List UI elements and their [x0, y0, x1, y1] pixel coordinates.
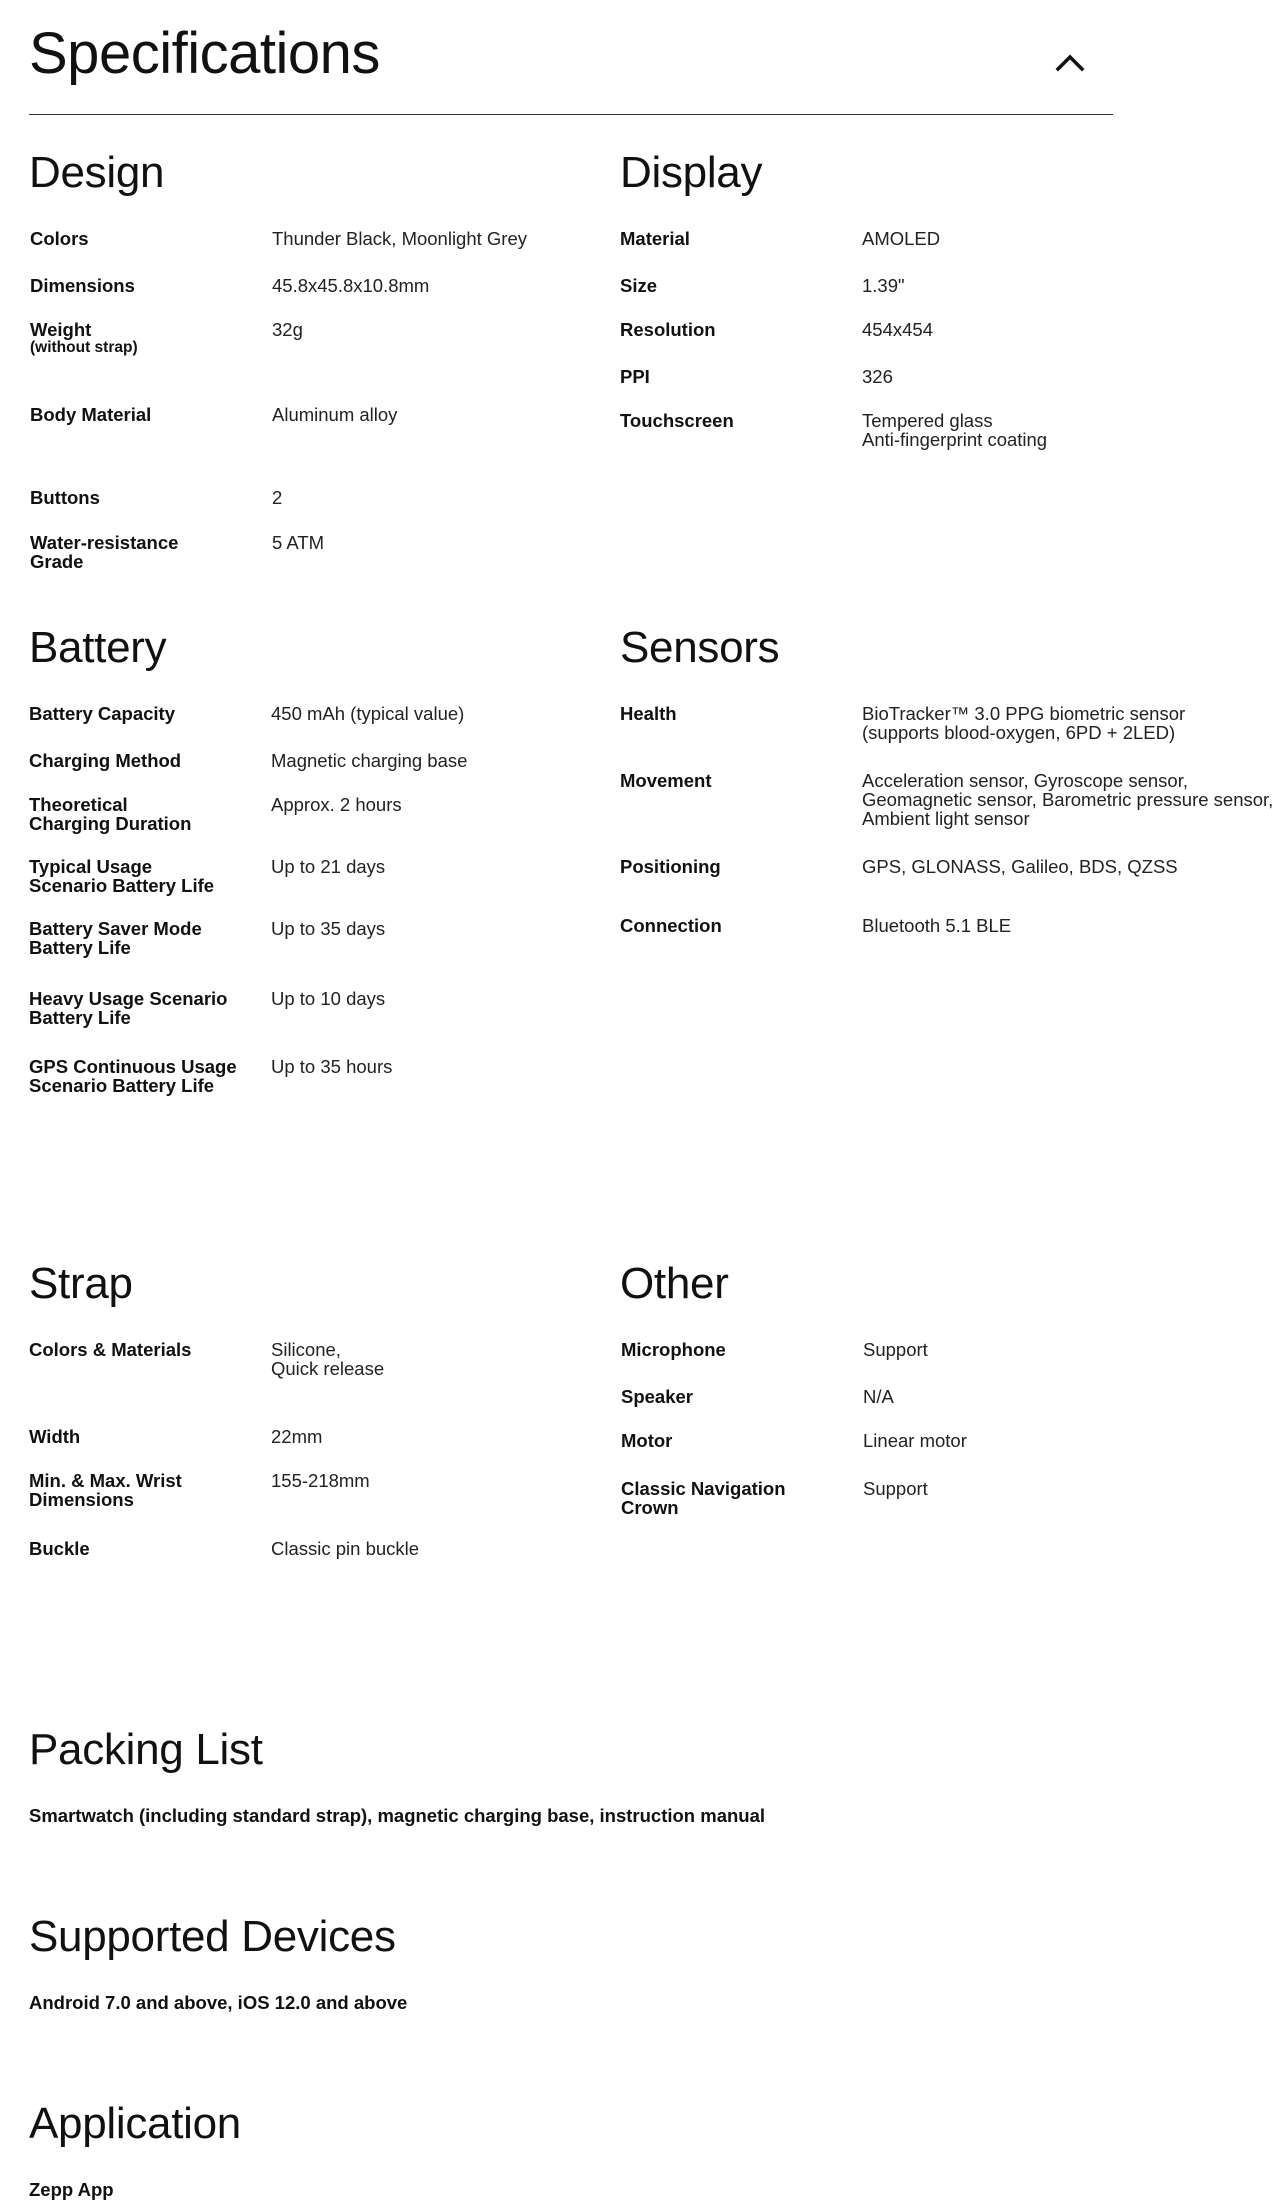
sensors-value: GPS, GLONASS, Galileo, BDS, QZSS [862, 856, 1178, 877]
design-value: 2 [272, 487, 283, 508]
design-label: Colors [30, 228, 89, 249]
strap-label: Min. & Max. Wrist Dimensions [29, 1470, 182, 1510]
display-heading: Display [620, 148, 763, 197]
battery-label: Battery Capacity [29, 703, 176, 724]
display-label: Resolution [620, 319, 716, 340]
design-value: 32g [272, 319, 303, 340]
other-value: N/A [863, 1386, 894, 1407]
other-label: Speaker [621, 1386, 693, 1407]
battery-value: Approx. 2 hours [271, 794, 402, 815]
collapse-specifications-button[interactable] [1052, 44, 1088, 80]
battery-label: Battery Saver Mode Battery Life [29, 918, 202, 958]
battery-value: Up to 21 days [271, 856, 386, 877]
strap-value: Silicone, Quick release [271, 1339, 385, 1379]
strap-value: 155-218mm [271, 1470, 370, 1491]
sensors-heading: Sensors [620, 623, 780, 672]
display-value: 454x454 [862, 319, 933, 340]
packing-list-text: Smartwatch (including standard strap), magnetic charging base, instruction manual [29, 1805, 766, 1826]
display-value: 326 [862, 366, 893, 387]
packing-list-heading: Packing List [29, 1725, 263, 1774]
design-label: Weight (without strap) [30, 319, 138, 356]
display-label: Touchscreen [620, 410, 734, 431]
sensors-value: Acceleration sensor, Gyroscope sensor, Geomagnetic sensor, Barometric pressure sensor, Ambient light sensor [862, 770, 1274, 829]
battery-value: Up to 35 hours [271, 1056, 393, 1077]
other-value: Linear motor [863, 1430, 967, 1451]
supported-devices-heading: Supported Devices [29, 1912, 396, 1961]
supported-devices-text: Android 7.0 and above, iOS 12.0 and above [29, 1992, 408, 2013]
page-title: Specifications [29, 21, 380, 86]
display-value: 1.39" [862, 275, 905, 296]
battery-label: Theoretical Charging Duration [29, 794, 192, 834]
design-label: Water-resistance Grade [30, 532, 179, 572]
battery-value: 450 mAh (typical value) [271, 703, 465, 724]
strap-value: Classic pin buckle [271, 1538, 420, 1559]
battery-heading: Battery [29, 623, 167, 672]
strap-label: Buckle [29, 1538, 90, 1559]
other-value: Support [863, 1339, 928, 1360]
sensors-label: Positioning [620, 856, 721, 877]
other-label: Motor [621, 1430, 673, 1451]
display-value: Tempered glass Anti-fingerprint coating [862, 410, 1048, 450]
battery-value: Up to 35 days [271, 918, 386, 939]
design-heading: Design [29, 148, 165, 197]
sensors-label: Connection [620, 915, 722, 936]
battery-label: Heavy Usage Scenario Battery Life [29, 988, 228, 1028]
design-value: Thunder Black, Moonlight Grey [272, 228, 528, 249]
battery-label: Charging Method [29, 750, 182, 771]
design-value: 5 ATM [272, 532, 325, 553]
design-label: Buttons [30, 487, 100, 508]
chevron-up-icon [1052, 44, 1088, 80]
design-value: 45.8x45.8x10.8mm [272, 275, 430, 296]
battery-label: GPS Continuous Usage Scenario Battery Life [29, 1056, 237, 1096]
strap-label: Width [29, 1426, 81, 1447]
other-label: Classic Navigation Crown [621, 1478, 786, 1518]
design-label-note: (without strap) [30, 339, 138, 356]
sensors-value: Bluetooth 5.1 BLE [862, 915, 1012, 936]
application-heading: Application [29, 2099, 241, 2148]
application-text: Zepp App [29, 2179, 114, 2200]
battery-value: Magnetic charging base [271, 750, 468, 771]
design-value: Aluminum alloy [272, 404, 398, 425]
strap-label: Colors & Materials [29, 1339, 192, 1360]
display-label: Material [620, 228, 690, 249]
other-value: Support [863, 1478, 928, 1499]
design-label: Body Material [30, 404, 152, 425]
strap-heading: Strap [29, 1259, 133, 1308]
title-divider [29, 114, 1113, 115]
sensors-label: Health [620, 703, 677, 724]
other-heading: Other [620, 1259, 729, 1308]
display-label: PPI [620, 366, 650, 387]
battery-value: Up to 10 days [271, 988, 386, 1009]
sensors-value: BioTracker™ 3.0 PPG biometric sensor (supports blood-oxygen, 6PD + 2LED) [862, 703, 1186, 743]
design-label: Dimensions [30, 275, 135, 296]
battery-label: Typical Usage Scenario Battery Life [29, 856, 215, 896]
display-label: Size [620, 275, 658, 296]
sensors-label: Movement [620, 770, 712, 791]
strap-value: 22mm [271, 1426, 323, 1447]
display-value: AMOLED [862, 228, 941, 249]
other-label: Microphone [621, 1339, 726, 1360]
